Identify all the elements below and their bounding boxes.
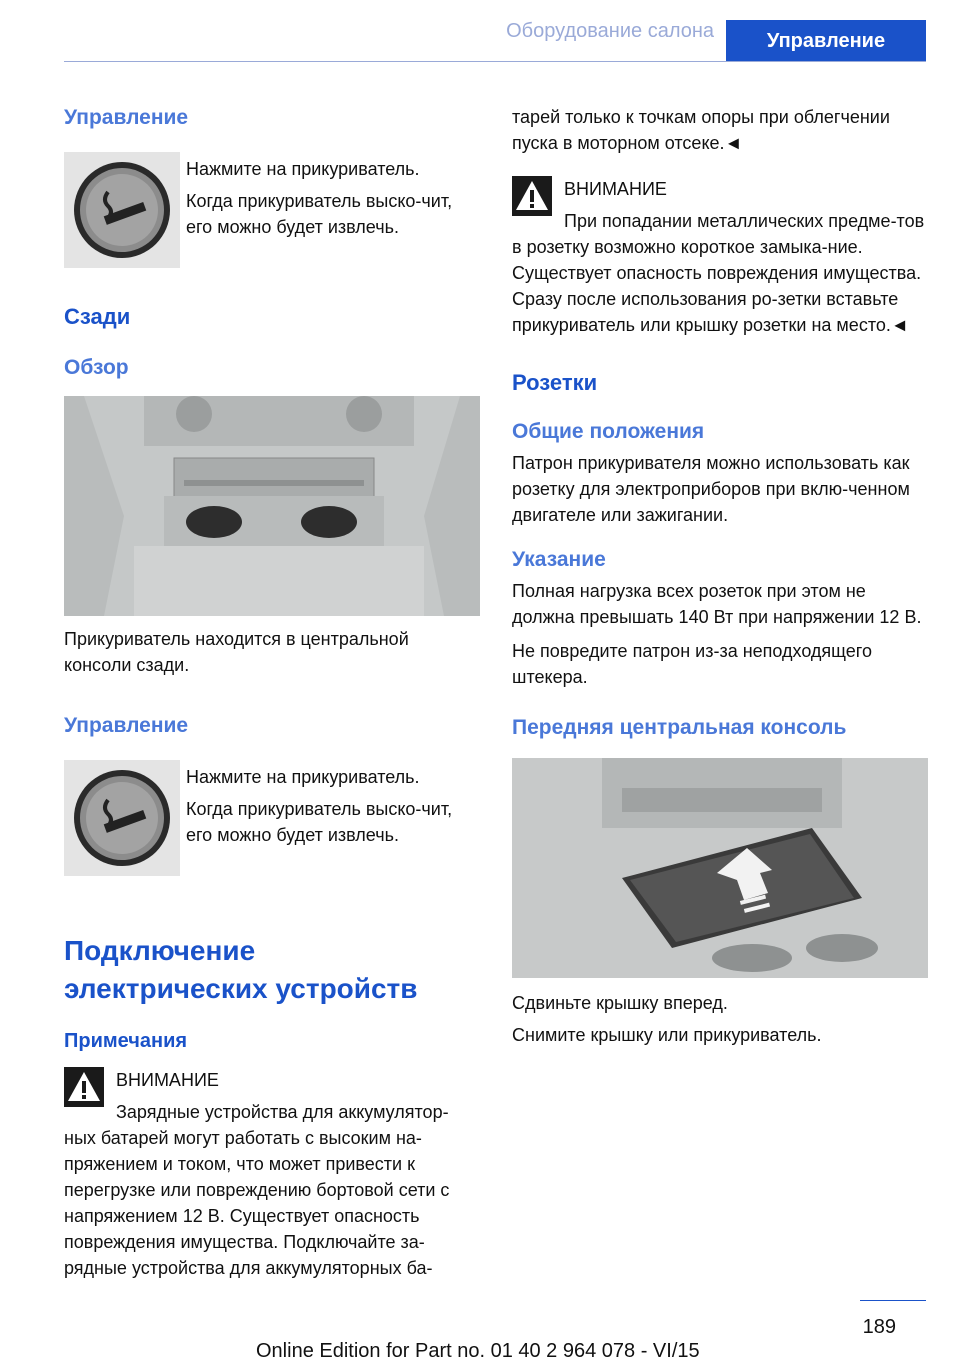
edition-text: Online Edition for Part no. 01 40 2 964 078 - VI/15 (256, 1340, 700, 1362)
left-column (64, 100, 480, 1281)
control-step-2: Когда прикуриватель выско‐чит, его можно будет извлечь. (186, 799, 453, 845)
front-console-illustration (512, 758, 928, 978)
page-header (0, 0, 960, 62)
rear-heading: Сзади (64, 304, 131, 329)
right-column (512, 100, 928, 1048)
note-text-1: Полная нагрузка всех розеток при этом не должна превышать 140 Вт при напряжении 12 В. (512, 581, 922, 627)
connect-heading-line-1: Подключение (64, 935, 256, 966)
control-step-2: Когда прикуриватель выско‐чит, его можно будет извлечь. (186, 191, 453, 237)
connect-heading-line-2: электрических устройств (64, 973, 418, 1004)
rear-caption: Прикуриватель находится в центральной консоли сзади. (64, 629, 409, 675)
note-text-2: Не повредите патрон из‐за неподходящего штекера. (512, 641, 872, 687)
control-heading: Управление (64, 106, 189, 129)
warning-block-1 (64, 1067, 480, 1281)
lighter-button-illustration-2 (64, 760, 180, 876)
control-text (186, 156, 480, 240)
rear-console-illustration (64, 396, 480, 616)
warning-title: ВНИМАНИЕ (564, 179, 667, 199)
cigarette-lighter-icon (64, 152, 180, 268)
lighter-control-block-2 (64, 722, 480, 882)
section-label: Оборудование салона (506, 20, 714, 42)
control-text-2 (186, 764, 480, 848)
active-chapter-tab: Управление (726, 20, 926, 62)
warning-triangle-icon (512, 176, 552, 216)
warning-triangle-icon (64, 1067, 104, 1107)
front-caption-1: Сдвиньте крышку вперед. (512, 993, 728, 1013)
page-number: 189 (862, 1316, 896, 1338)
control-heading-2: Управление (64, 714, 189, 737)
footer-rule (860, 1300, 926, 1301)
sockets-heading: Розетки (512, 370, 598, 395)
cigarette-lighter-icon (64, 760, 180, 876)
warning-block-2 (512, 176, 928, 338)
rear-console-photo (64, 396, 480, 616)
note-heading: Указание (512, 548, 606, 571)
continued-text: тарей только к точкам опоры при облегчении пуска в моторном отсеке.◄ (512, 107, 890, 153)
lighter-button-illustration (64, 152, 180, 268)
warning-text: Зарядные устройства для аккумулятор‐ных батарей могут работать с высоким на‐пряжением и током, что может привести к перегрузке или повреждению бортовой сети с напряжением 12 В. Существует опасность повреждения имущества. Подключайте за‐рядные устройства для аккумуляторных ба‐ (64, 1102, 450, 1278)
front-caption-2: Снимите крышку или прикуриватель. (512, 1025, 822, 1045)
front-console-heading: Передняя центральная консоль (512, 716, 847, 739)
lighter-control-block (64, 114, 480, 274)
warning-body (512, 208, 928, 338)
control-step-1: Нажмите на прикуриватель. (186, 767, 420, 787)
warning-text: При попадании металлических предме‐тов в розетку возможно короткое замыка‐ние. Существует опасность повреждения имущества. Сразу после использования ро‐зетки вставьте прикуриватель или крышку розетки на место.◄ (512, 211, 925, 335)
warning-body (64, 1099, 480, 1281)
warning-title: ВНИМАНИЕ (116, 1070, 219, 1090)
notes-heading: Примечания (64, 1030, 188, 1052)
general-heading: Общие положения (512, 420, 705, 443)
front-console-photo (512, 758, 928, 978)
general-text: Патрон прикуривателя можно использовать как розетку для электроприборов при вклю‐ченном двигателе или зажигании. (512, 453, 910, 525)
overview-heading: Обзор (64, 356, 129, 379)
header-rule (64, 61, 926, 62)
control-step-1: Нажмите на прикуриватель. (186, 159, 420, 179)
